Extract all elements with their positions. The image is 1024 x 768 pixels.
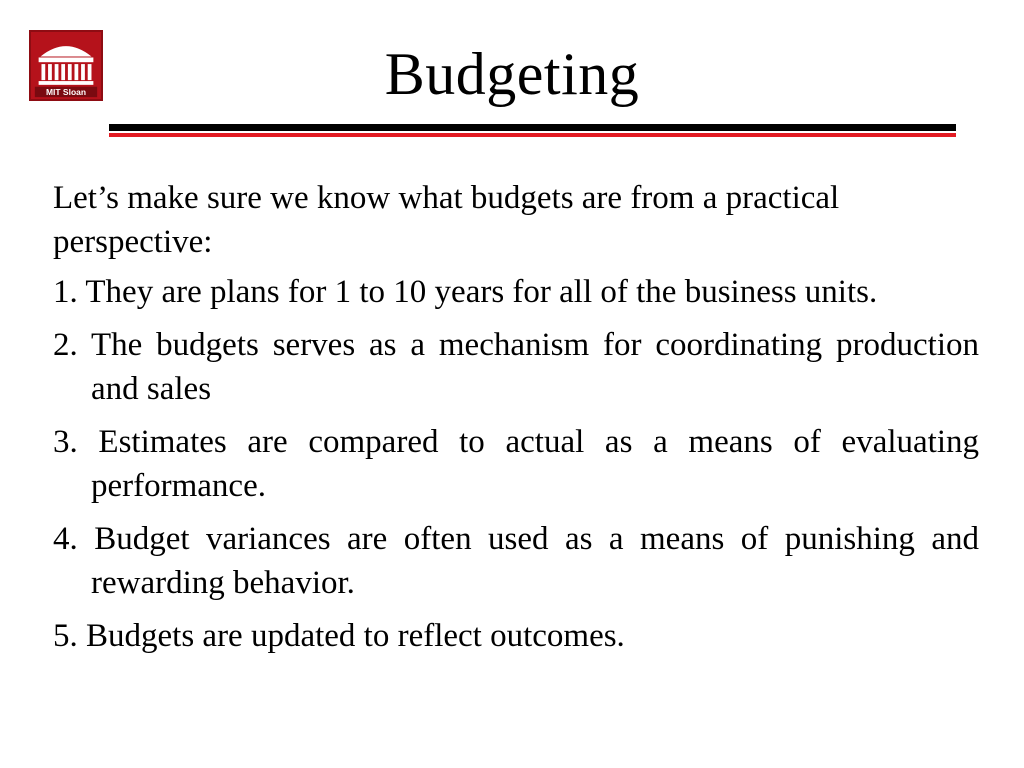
title-divider-black <box>109 124 956 131</box>
slide-body <box>53 176 979 667</box>
numbered-list <box>53 270 979 658</box>
list-item: 4. Budget variances are often used as a means of punishing and rewarding behavior. <box>53 521 979 601</box>
list-item: 2. The budgets serves as a mechanism for coordinating production and sales <box>53 327 979 407</box>
list-item: 3. Estimates are compared to actual as a means of evaluating performance. <box>53 424 979 504</box>
slide-title: Budgeting <box>384 41 640 107</box>
logo-text: MIT Sloan <box>45 86 87 97</box>
list-item: 5. Budgets are updated to reflect outcomes. <box>53 618 625 654</box>
list-item: 1. They are plans for 1 to 10 years for all of the business units. <box>53 274 878 310</box>
title-divider-red <box>109 133 956 137</box>
intro-text: Let’s make sure we know what budgets are from a practical perspective: <box>53 180 840 260</box>
